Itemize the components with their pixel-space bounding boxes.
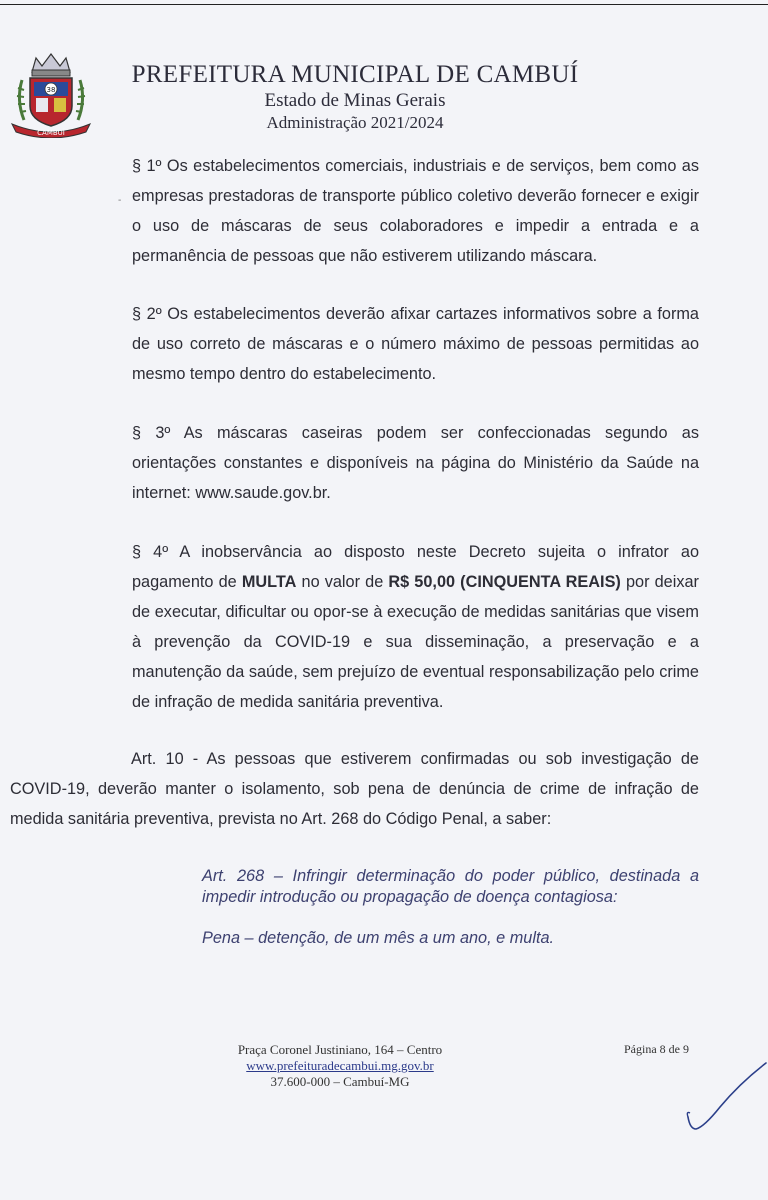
quote-penalty: Pena – detenção, de um mês a um ano, e multa. [202, 929, 555, 947]
fine-amount: R$ 50,00 (CINQUENTA REAIS) [388, 573, 621, 591]
logo-ribbon-text: CAMBUÍ [37, 129, 65, 137]
paragraph-4-text-a: § 4º A inobservância ao disposto neste Decreto sujeita o infrator ao pagamento de [132, 543, 699, 591]
fine-label: MULTA [241, 573, 297, 591]
top-border-line [0, 4, 768, 5]
paragraph-1: § 1º Os estabelecimentos comerciais, industriais e de serviços, bem como as empresas prestadoras de transporte público coletivo deverão fornecer e exigir o uso de máscaras de seus colaboradores e impedir a entrada e a permanência de pessoas que não estiverem utilizando máscara. [132, 157, 699, 265]
paragraph-3: § 3º As máscaras caseiras podem ser confeccionadas segundo as orientações constantes e disponíveis na página do Ministério da Saúde na internet: www.saude.gov.br. [132, 424, 699, 502]
footer-address-block [190, 1042, 490, 1090]
handwritten-check-signature [680, 1055, 768, 1145]
paragraph-4-text-b: no valor de [296, 573, 389, 591]
paragraph-4 [132, 537, 699, 717]
article-10: Art. 10 - As pessoas que estiverem confirmadas ou sob investigação de COVID-19, deverão manter o isolamento, sob pena de denúncia de crime de infração de medida sanitária preventiva, prevista no Art. 268 do Código Penal, a saber: [10, 750, 699, 828]
page-number: Página 8 de 9 [624, 1042, 689, 1056]
paragraph-4-text-c: por deixar de executar, dificultar ou opor-se à execução de medidas sanitárias que visem à prevenção da COVID-19 e sua disseminação, a preservação e a manutenção da saúde, sem prejuízo de eventual responsabilização pelo crime de infração de medida sanitária preventiva. [132, 573, 699, 711]
footer-website-link[interactable]: www.prefeituradecambui.mg.gov.br [246, 1058, 434, 1073]
quote-art-268: Art. 268 – Infringir determinação do poder público, destinada a impedir introdução ou propagação de doença contagiosa: [202, 867, 699, 906]
municipal-coat-of-arms-logo [8, 50, 94, 138]
letterhead [100, 60, 610, 133]
letterhead-state: Estado de Minas Gerais [264, 90, 446, 111]
margin-mark: - [118, 195, 122, 206]
logo-year-text: 38 [46, 86, 56, 94]
letterhead-administration: Administração 2021/2024 [266, 113, 444, 132]
footer-cep: 37.600-000 – Cambuí-MG [270, 1074, 410, 1089]
paragraph-2: § 2º Os estabelecimentos deverão afixar cartazes informativos sobre a forma de uso correto de máscaras e o número máximo de pessoas permitidas ao mesmo tempo dentro do estabelecimento. [132, 305, 699, 383]
letterhead-title: PREFEITURA MUNICIPAL DE CAMBUÍ [131, 61, 579, 88]
footer-address: Praça Coronel Justiniano, 164 – Centro [237, 1042, 443, 1057]
